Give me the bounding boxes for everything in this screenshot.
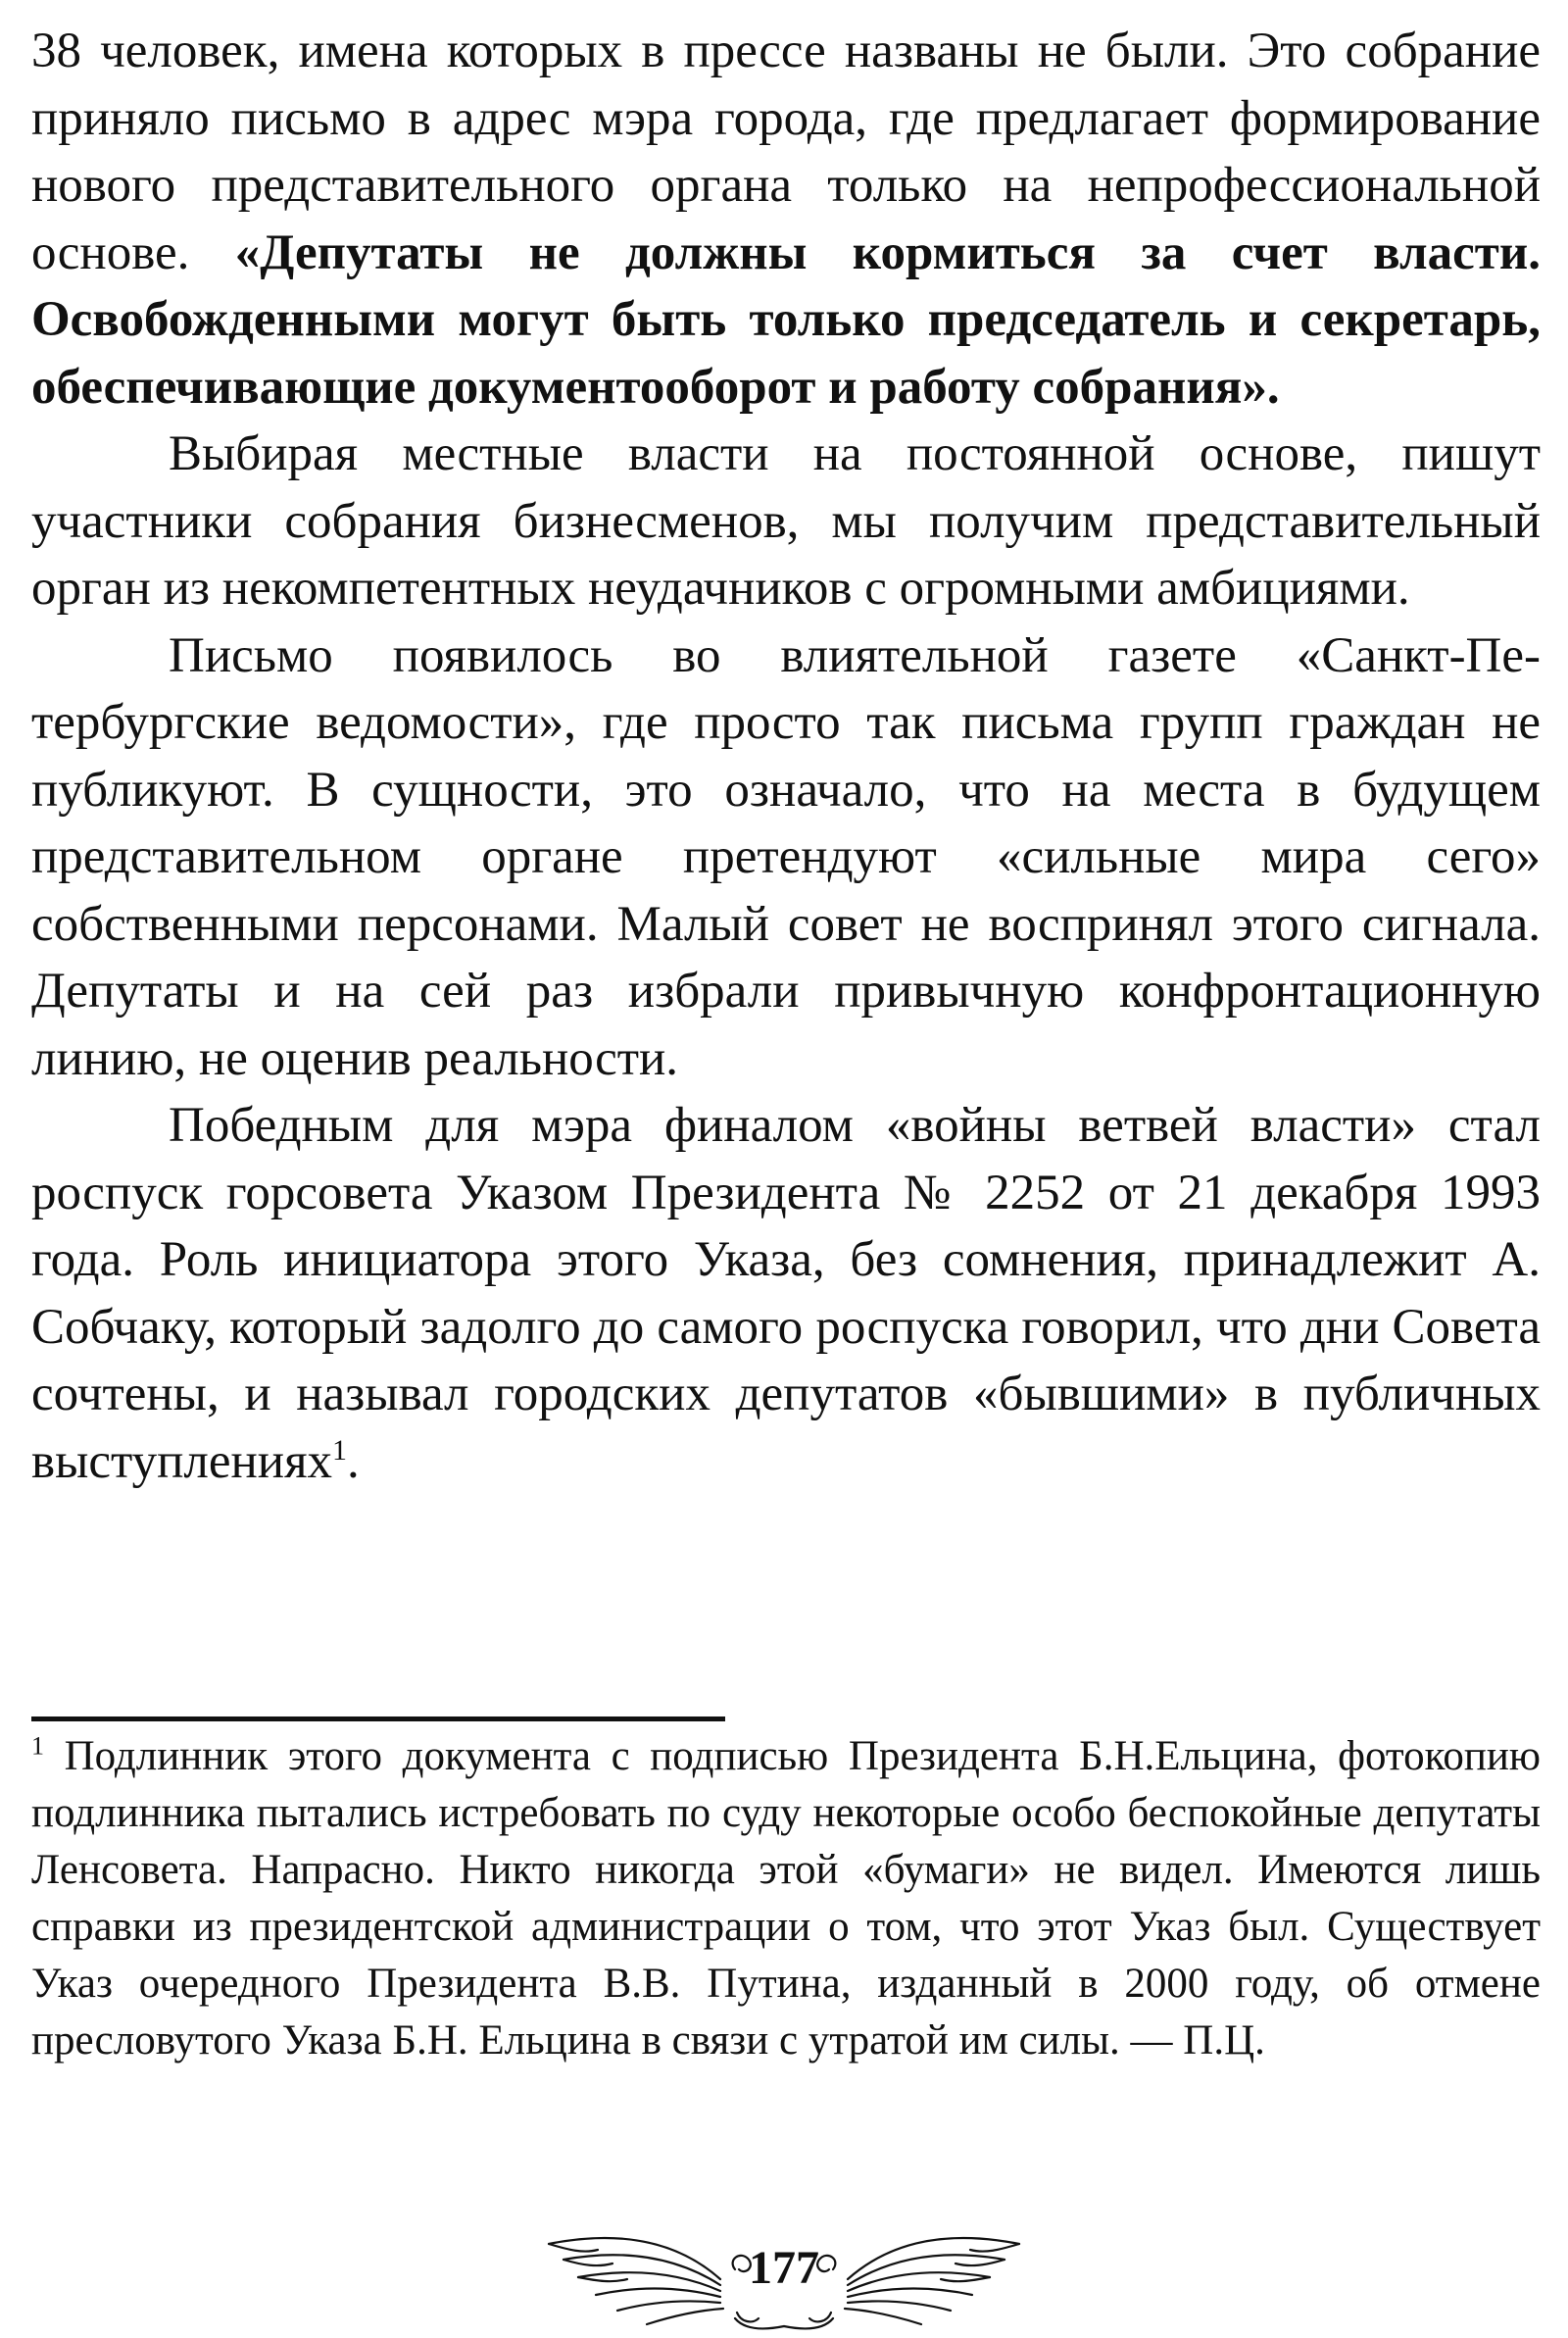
footnote-text: Подлинник этого документа с подписью Президента Б.Н.Ельцина, фотокопию подлинника пытались истребовать по суду некоторые особо беспокойные депутаты Ленсовета. Напрасно. Никто никогда этой «бумаги» не видел. Имеются лишь справки из президентской администрации о том, что этот Указ был. Существует Указ очередного Президента В.В. Путина, изданный в 2000 году, об отмене пресловутого Указа Б.Н. Ельцина в связи с утратой им силы. — П.Ц. — [31, 1733, 1541, 2064]
bold-quote: «Депутаты не должны кормиться за счет власти. Освобожденными могут быть только председатель и секретарь, обеспечивающие документооборот и работу собрания». — [31, 224, 1541, 415]
paragraph — [31, 622, 1541, 1093]
footnote — [31, 1728, 1541, 2069]
text-run: Письмо появилось во влиятельной газете «Санкт-Петербургские ведомости», где просто так письма групп граждан не публикуют. В сущности, это означало, что на места в будущем представительном органе претендуют «сильные мира сего» собственными персонами. Малый совет не воспринял этого сигнала. Депутаты и на сей раз избрали привычную конфронтационную линию, не оценив реальности. — [31, 627, 1541, 1086]
main-text — [31, 18, 1541, 1495]
paragraph — [31, 18, 1541, 421]
text-run: Победным для мэра финалом «войны ветвей власти» стал роспуск горсовета Указом Президента № 2252 от 21 декабря 1993 года. Роль инициатора этого Указа, без сомнения, принадлежит А. Собчаку, который задолго до самого роспуска говорил, что дни Совета сочтены, и называл городских депутатов «бывшими» в публичных выступлениях — [31, 1098, 1541, 1489]
text-run: 38 человек, имена которых в прессе названы не были. Это собрание приняло письмо в адрес мэра города, где предлагает формирование нового представительного органа только на непрофессиональной основе. — [31, 24, 1541, 280]
footnote-reference: 1 — [332, 1433, 348, 1467]
footnote-divider — [31, 1716, 725, 1721]
footnote-marker: 1 — [31, 1731, 44, 1761]
paragraph — [31, 1092, 1541, 1495]
text-run: . — [347, 1433, 360, 1489]
paragraph — [31, 421, 1541, 622]
page-number: 177 — [749, 2242, 819, 2294]
page-body — [31, 18, 1541, 1495]
text-run: Выбирая местные власти на постоянной основе, пишут участники собрания бизнесменов, мы получим представительный орган из некомпетентных неудачников с огромными амбициями. — [31, 426, 1541, 616]
